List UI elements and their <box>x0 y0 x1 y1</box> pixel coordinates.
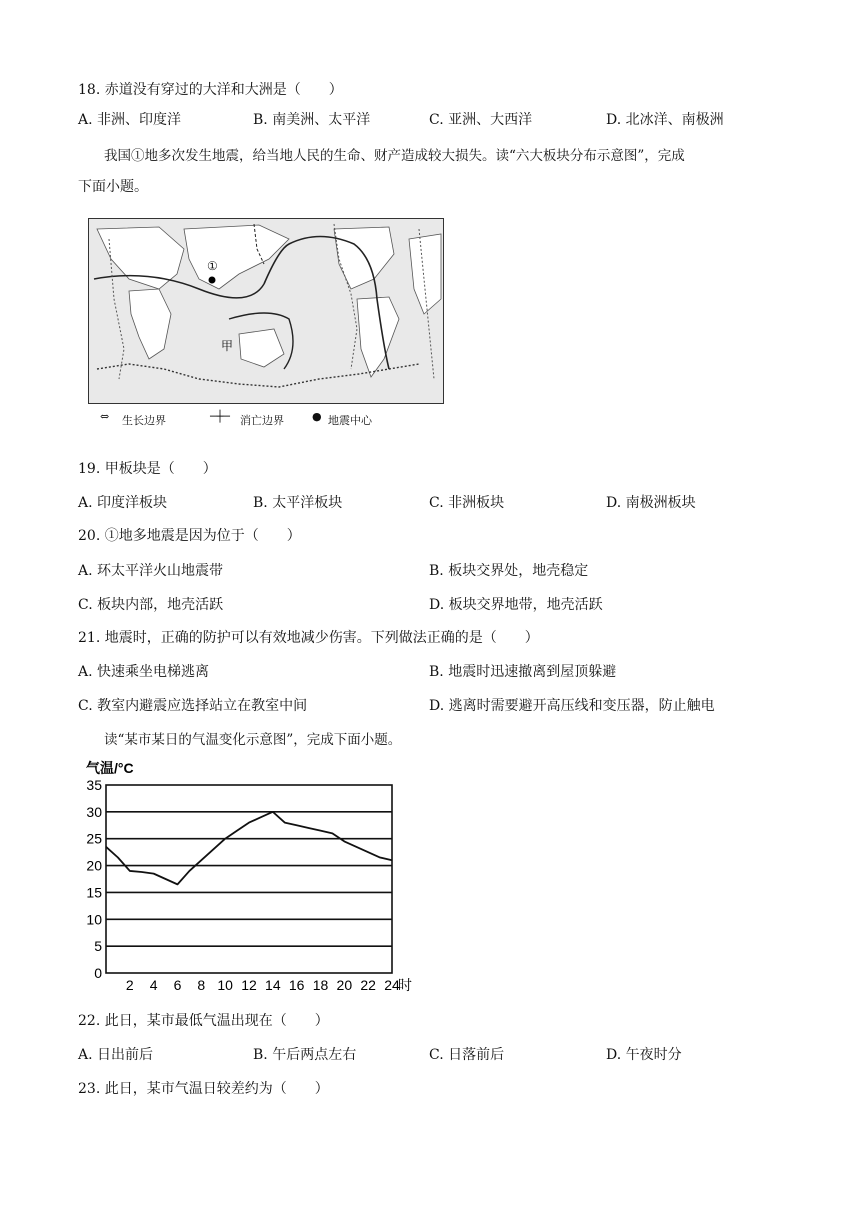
epicenter-icon: ● <box>312 410 322 423</box>
legend-subduction: 消亡边界 <box>240 414 284 427</box>
x-tick-label: 6 <box>173 977 182 993</box>
y-tick-label: 15 <box>86 884 102 901</box>
q18-option-d: D. 北冰洋、南极洲 <box>606 112 724 128</box>
q18-stem: 18. 赤道没有穿过的大洋和大洲是（ ） <box>78 82 343 98</box>
q21-option-c: C. 教室内避震应选择站立在教室中间 <box>78 698 308 714</box>
q22-option-c: C. 日落前后 <box>429 1047 505 1063</box>
x-tick-label: 2 <box>125 977 134 993</box>
q19-option-a: A. 印度洋板块 <box>78 495 168 511</box>
plot-frame <box>106 785 392 973</box>
temperature-chart-svg <box>84 755 424 1000</box>
x-tick-label: 4 <box>149 977 158 993</box>
q20-option-b: B. 板块交界处，地壳稳定 <box>429 563 589 579</box>
x-tick-label: 8 <box>197 977 206 993</box>
plate-map <box>88 218 444 404</box>
map-label-jia: 甲 <box>221 339 234 353</box>
x-tick-label: 10 <box>217 977 233 993</box>
intro-text-chart: 读“某市某日的气温变化示意图”，完成下面小题。 <box>104 732 402 748</box>
q20-option-a: A. 环太平洋火山地震带 <box>78 563 224 579</box>
temperature-line <box>106 812 392 885</box>
x-axis-label: 时 <box>398 977 412 993</box>
legend-growth: 生长边界 <box>122 414 166 427</box>
q19-option-b: B. 太平洋板块 <box>253 495 343 511</box>
q18-option-b: B. 南美洲、太平洋 <box>253 112 371 128</box>
map-label-1: ① <box>207 259 218 273</box>
q19-option-d: D. 南极洲板块 <box>606 495 696 511</box>
y-tick-label: 35 <box>86 777 102 793</box>
q20-stem: 20. ①地多地震是因为位于（ ） <box>78 528 301 544</box>
x-tick-label: 12 <box>241 977 257 993</box>
q21-option-d: D. 逃离时需要避开高压线和变压器，防止触电 <box>429 698 715 714</box>
x-tick-label: 16 <box>288 977 305 993</box>
intro-text-line2: 下面小题。 <box>78 179 148 195</box>
y-tick-label: 10 <box>86 911 102 928</box>
y-axis-label: 气温/°C <box>86 760 134 776</box>
x-tick-label: 24 <box>384 977 400 993</box>
plate-map-drawing <box>89 219 443 403</box>
y-tick-label: 5 <box>94 938 102 955</box>
y-tick-label: 0 <box>94 965 102 981</box>
intro-text-line1: 我国①地多次发生地震，给当地人民的生命、财产造成较大损失。读“六大板块分布示意图”，完成 <box>104 148 685 164</box>
x-tick-label: 22 <box>360 977 376 993</box>
x-tick-label: 20 <box>336 977 353 993</box>
y-tick-label: 20 <box>86 857 102 874</box>
q21-stem: 21. 地震时，正确的防护可以有效地减少伤害。下列做法正确的是（ ） <box>78 630 539 646</box>
q21-option-a: A. 快速乘坐电梯逃离 <box>78 664 210 680</box>
q22-stem: 22. 此日，某市最低气温出现在（ ） <box>78 1013 329 1029</box>
x-tick-label: 18 <box>312 977 329 993</box>
x-tick-label: 14 <box>265 977 281 993</box>
growth-boundary-icon: ⇔ <box>100 410 110 423</box>
q22-option-d: D. 午夜时分 <box>606 1047 682 1063</box>
q19-stem: 19. 甲板块是（ ） <box>78 461 217 477</box>
q19-option-c: C. 非洲板块 <box>429 495 505 511</box>
q23-stem: 23. 此日，某市气温日较差约为（ ） <box>78 1081 329 1097</box>
subduction-boundary-icon: ─┼─ <box>210 410 230 423</box>
q18-option-c: C. 亚洲、大西洋 <box>429 112 533 128</box>
temperature-chart <box>84 755 424 1000</box>
y-tick-label: 30 <box>86 803 102 820</box>
legend-epicenter: 地震中心 <box>328 414 372 427</box>
q18-option-a: A. 非洲、印度洋 <box>78 112 182 128</box>
q21-option-b: B. 地震时迅速撤离到屋顶躲避 <box>429 664 617 680</box>
q20-option-d: D. 板块交界地带，地壳活跃 <box>429 597 603 613</box>
q20-option-c: C. 板块内部，地壳活跃 <box>78 597 224 613</box>
q22-option-a: A. 日出前后 <box>78 1047 154 1063</box>
y-tick-label: 25 <box>86 830 102 847</box>
q22-option-b: B. 午后两点左右 <box>253 1047 357 1063</box>
